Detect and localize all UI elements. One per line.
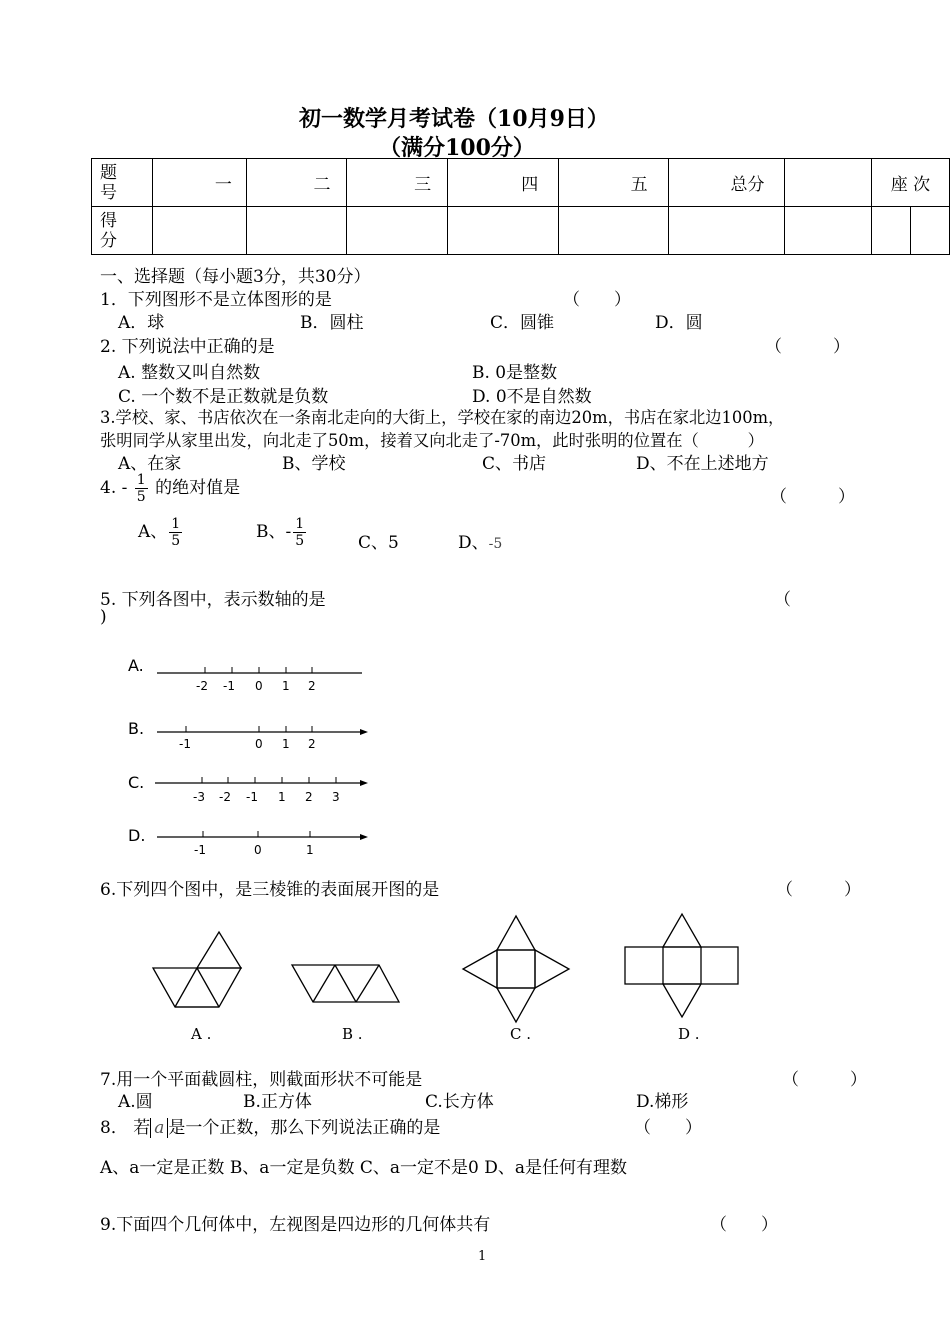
option-a-label: A. xyxy=(128,656,144,675)
question-4-answer-paren: （ ） xyxy=(770,487,855,507)
score-cell[interactable] xyxy=(559,207,668,255)
q4-option-a: A、 $\frac{1}{5}$ xyxy=(138,516,181,549)
option-c-label: C. xyxy=(128,773,145,792)
q8-options: A、a一定是正数 B、a一定是负数 C、a一定不是0 D、a是任何有理数 xyxy=(100,1158,627,1178)
q3-option-a: A、在家 xyxy=(118,454,182,474)
column-header: 总分 xyxy=(668,159,785,207)
q4-option-b: B、- $\frac{1}{5}$ xyxy=(256,516,305,549)
score-table xyxy=(91,158,950,255)
option-d-tick-label: 1 xyxy=(306,843,314,857)
page-title: 初一数学月考试卷（10月9日） xyxy=(299,106,609,132)
q3-option-d: D、不在上述地方 xyxy=(636,454,769,474)
question-1-stem: 1．下列图形不是立体图形的是 xyxy=(100,290,332,310)
q1-option-b: B．圆柱 xyxy=(300,313,364,333)
q2-option-a: A. 整数又叫自然数 xyxy=(118,363,261,383)
question-5-stem: 5. 下列各图中，表示数轴的是 xyxy=(100,590,326,610)
seat-cell[interactable] xyxy=(871,207,910,255)
row-label-score: 得分 xyxy=(92,207,153,255)
option-b-tick-label: 0 xyxy=(255,737,263,751)
q7-option-a: A.圆 xyxy=(118,1092,153,1112)
question-9-stem: 9.下面四个几何体中，左视图是四边形的几何体共有 xyxy=(100,1215,491,1235)
column-header: 二 xyxy=(246,159,347,207)
net-b-figure xyxy=(292,965,399,1002)
option-b-label: B. xyxy=(128,719,145,738)
score-cell[interactable] xyxy=(152,207,246,255)
absolute-value-a: a xyxy=(150,1118,168,1138)
option-c-tick-label: 1 xyxy=(278,790,286,804)
column-header: 五 xyxy=(559,159,668,207)
blank-cell xyxy=(785,207,871,255)
q7-option-b: B.正方体 xyxy=(243,1092,312,1112)
question-7-answer-paren: （ ） xyxy=(782,1070,867,1090)
q6-label-a: A . xyxy=(191,1025,212,1043)
option-c-tick-label: -3 xyxy=(193,790,205,804)
q6-label-d: D . xyxy=(678,1025,700,1043)
q3-option-b: B、学校 xyxy=(282,454,346,474)
fraction-one-fifth: $\frac{1}{5}$ xyxy=(136,472,146,505)
net-a-figure xyxy=(153,932,241,1007)
q7-option-c: C.长方体 xyxy=(425,1092,494,1112)
option-b-tick-label: 1 xyxy=(282,737,290,751)
option-a-tick-label: 0 xyxy=(255,679,263,693)
q4-option-d: D、-5 xyxy=(458,533,503,553)
tetrahedron-nets xyxy=(145,910,755,1045)
q6-label-b: B . xyxy=(342,1025,363,1043)
q1-option-a: A．球 xyxy=(118,313,165,333)
option-b-tick-label: -1 xyxy=(179,737,191,751)
option-d-tick-label: 0 xyxy=(254,843,262,857)
question-1-answer-paren: （ ） xyxy=(563,290,631,310)
question-4-stem: 4. - $\frac{1}{5}$ 的绝对值是 xyxy=(100,472,241,505)
option-a-tick-label: 1 xyxy=(282,679,290,693)
fraction-one-fifth: $\frac{1}{5}$ xyxy=(295,516,305,549)
q2-option-c: C. 一个数不是正数就是负数 xyxy=(118,387,329,407)
question-7-stem: 7.用一个平面截圆柱，则截面形状不可能是 xyxy=(100,1070,423,1090)
question-9-answer-paren: （ ） xyxy=(710,1215,778,1235)
q1-option-c: C．圆锥 xyxy=(490,313,555,333)
question-5-paren-close: ) xyxy=(100,607,107,627)
seat-cell[interactable] xyxy=(910,207,949,255)
score-cell[interactable] xyxy=(246,207,347,255)
section-heading: 一、选择题（每小题3分，共30分） xyxy=(100,267,371,287)
blank-cell xyxy=(785,159,871,207)
q7-option-d: D.梯形 xyxy=(636,1092,689,1112)
option-b-tick-label: 2 xyxy=(308,737,316,751)
number-line-options xyxy=(120,650,380,865)
score-cell[interactable] xyxy=(347,207,448,255)
option-c-tick-label: 2 xyxy=(305,790,313,804)
q4-option-c: C、5 xyxy=(358,533,399,553)
question-3-stem-line2: 张明同学从家里出发，向北走了50m，接着又向北走了-70m，此时张明的位置在（ ） xyxy=(100,431,764,450)
question-5-paren-open: （ xyxy=(774,590,791,610)
option-a-tick-label: 2 xyxy=(308,679,316,693)
option-c-tick-label: -1 xyxy=(246,790,258,804)
question-2-answer-paren: （ ） xyxy=(765,337,850,357)
option-d-tick-label: -1 xyxy=(194,843,206,857)
column-header: 三 xyxy=(347,159,448,207)
q2-option-b: B. 0是整数 xyxy=(472,363,558,383)
score-cell[interactable] xyxy=(448,207,559,255)
q3-option-c: C、书店 xyxy=(482,454,547,474)
net-d-figure xyxy=(625,914,738,1017)
option-c-tick-label: 3 xyxy=(332,790,340,804)
option-d-label: D. xyxy=(128,826,146,845)
column-header: 四 xyxy=(448,159,559,207)
question-6-stem: 6.下列四个图中，是三棱锥的表面展开图的是 xyxy=(100,880,440,900)
question-8-answer-paren: （ ） xyxy=(634,1118,702,1138)
seat-header: 座 次 xyxy=(871,159,949,207)
column-header: 一 xyxy=(152,159,246,207)
fraction-one-fifth: $\frac{1}{5}$ xyxy=(171,516,181,549)
q1-option-d: D．圆 xyxy=(655,313,703,333)
question-6-answer-paren: （ ） xyxy=(776,880,861,900)
option-c-tick-label: -2 xyxy=(219,790,231,804)
option-a-tick-label: -2 xyxy=(196,679,208,693)
net-c-figure xyxy=(463,916,569,1022)
option-a-tick-label: -1 xyxy=(223,679,235,693)
page-number: 1 xyxy=(478,1249,487,1264)
q2-option-d: D. 0不是自然数 xyxy=(472,387,592,407)
question-8-stem: 8． 若 a 是一个正数，那么下列说法正确的是 xyxy=(100,1118,441,1138)
question-2-stem: 2. 下列说法中正确的是 xyxy=(100,337,275,357)
row-label-question-number: 题号 xyxy=(92,159,153,207)
question-3-stem-line1: 3.学校、家、书店依次在一条南北走向的大街上，学校在家的南边20m，书店在家北边100m， xyxy=(100,408,785,427)
page-subtitle: （满分100分） xyxy=(379,135,535,161)
q6-label-c: C . xyxy=(510,1025,532,1043)
score-cell[interactable] xyxy=(668,207,785,255)
